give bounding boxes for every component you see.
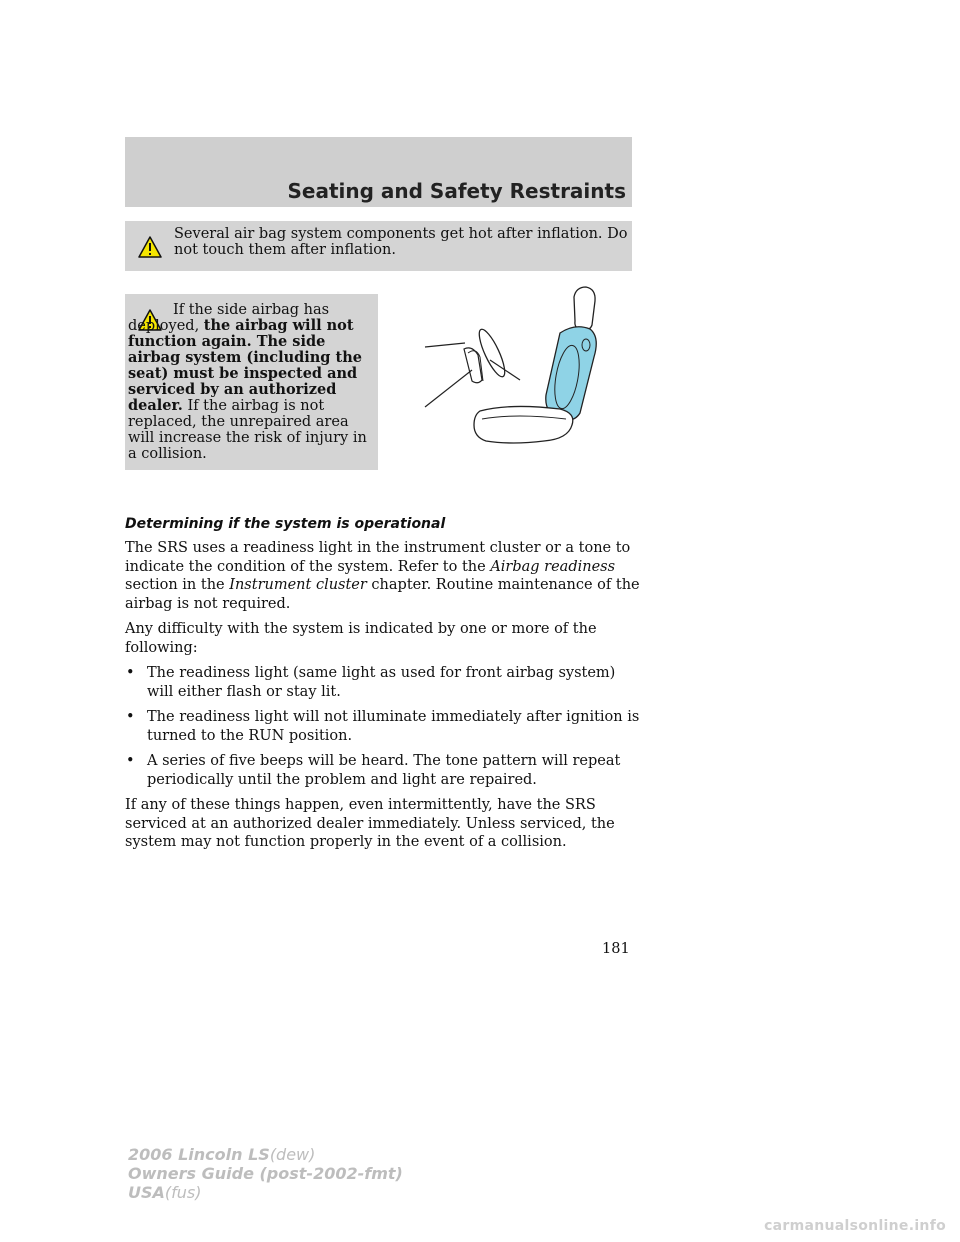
paragraph-text: section in the xyxy=(125,577,230,593)
warning-text: Several air bag system components get hot after inflation. Do not touch them after inflation. xyxy=(174,226,628,258)
list-item xyxy=(125,708,645,745)
footer-market: USA xyxy=(128,1183,165,1202)
footer-line-2: Owners Guide (post-2002-fmt) xyxy=(128,1164,403,1183)
list-item-text: The readiness light (same light as used for front airbag system) will either flash or stay lit. xyxy=(147,665,616,700)
list-item-text: The readiness light will not illuminate immediately after ignition is turned to the RUN position. xyxy=(147,709,640,744)
reference-instrument-cluster: Instrument cluster xyxy=(229,577,367,593)
paragraph-service: If any of these things happen, even intermittently, have the SRS serviced at an authorized dealer immediately. Unless serviced, the system may not function properly in the event of a collision. xyxy=(125,797,615,850)
watermark: carmanualsonline.info xyxy=(764,1218,946,1234)
paragraph-text: The SRS uses a readiness light in the instrument cluster or a tone to indicate the condition of the system. Refer to the xyxy=(125,540,631,575)
warning-lead: If the side airbag has deployed, xyxy=(128,302,330,334)
paragraph-text: chapter. Routine maintenance of the airbag is not required. xyxy=(125,577,640,612)
footer-code: (fus) xyxy=(164,1183,202,1202)
footer-code: (dew) xyxy=(269,1145,316,1164)
footer-line-3 xyxy=(128,1183,403,1202)
list-item xyxy=(125,752,645,789)
section-title: Seating and Safety Restraints xyxy=(287,179,626,203)
bullet-icon: • xyxy=(126,753,135,769)
document-footer xyxy=(128,1145,403,1202)
page-number: 181 xyxy=(602,941,630,957)
warning-text xyxy=(128,302,372,462)
body-text xyxy=(125,539,645,859)
symptom-list xyxy=(125,664,645,789)
warning-triangle-icon xyxy=(137,235,163,259)
list-item xyxy=(125,664,645,701)
footer-line-1 xyxy=(128,1145,403,1164)
warning-bold-text: the airbag will not function again. The side airbag system (including the seat) must be inspected and serviced by an authorized dealer. xyxy=(128,317,362,414)
warning-box-side-airbag xyxy=(125,294,378,470)
warning-rest: If the airbag is not replaced, the unrepaired area will increase the risk of injury in a collision. xyxy=(128,398,367,462)
section-heading: Determining if the system is operational xyxy=(125,516,446,532)
reference-airbag-readiness: Airbag readiness xyxy=(490,558,616,575)
bullet-icon: • xyxy=(126,709,135,725)
bullet-icon: • xyxy=(126,665,135,681)
warning-box-hot-components xyxy=(125,221,632,271)
footer-model: 2006 Lincoln LS xyxy=(128,1145,270,1164)
paragraph-difficulty: Any difficulty with the system is indicated by one or more of the following: xyxy=(125,621,597,656)
section-header-band xyxy=(125,137,632,207)
side-airbag-seat-illustration xyxy=(420,285,605,450)
list-item-text: A series of five beeps will be heard. The tone pattern will repeat periodically until the problem and light are repaired. xyxy=(147,753,621,788)
paragraph-readiness xyxy=(125,539,645,613)
